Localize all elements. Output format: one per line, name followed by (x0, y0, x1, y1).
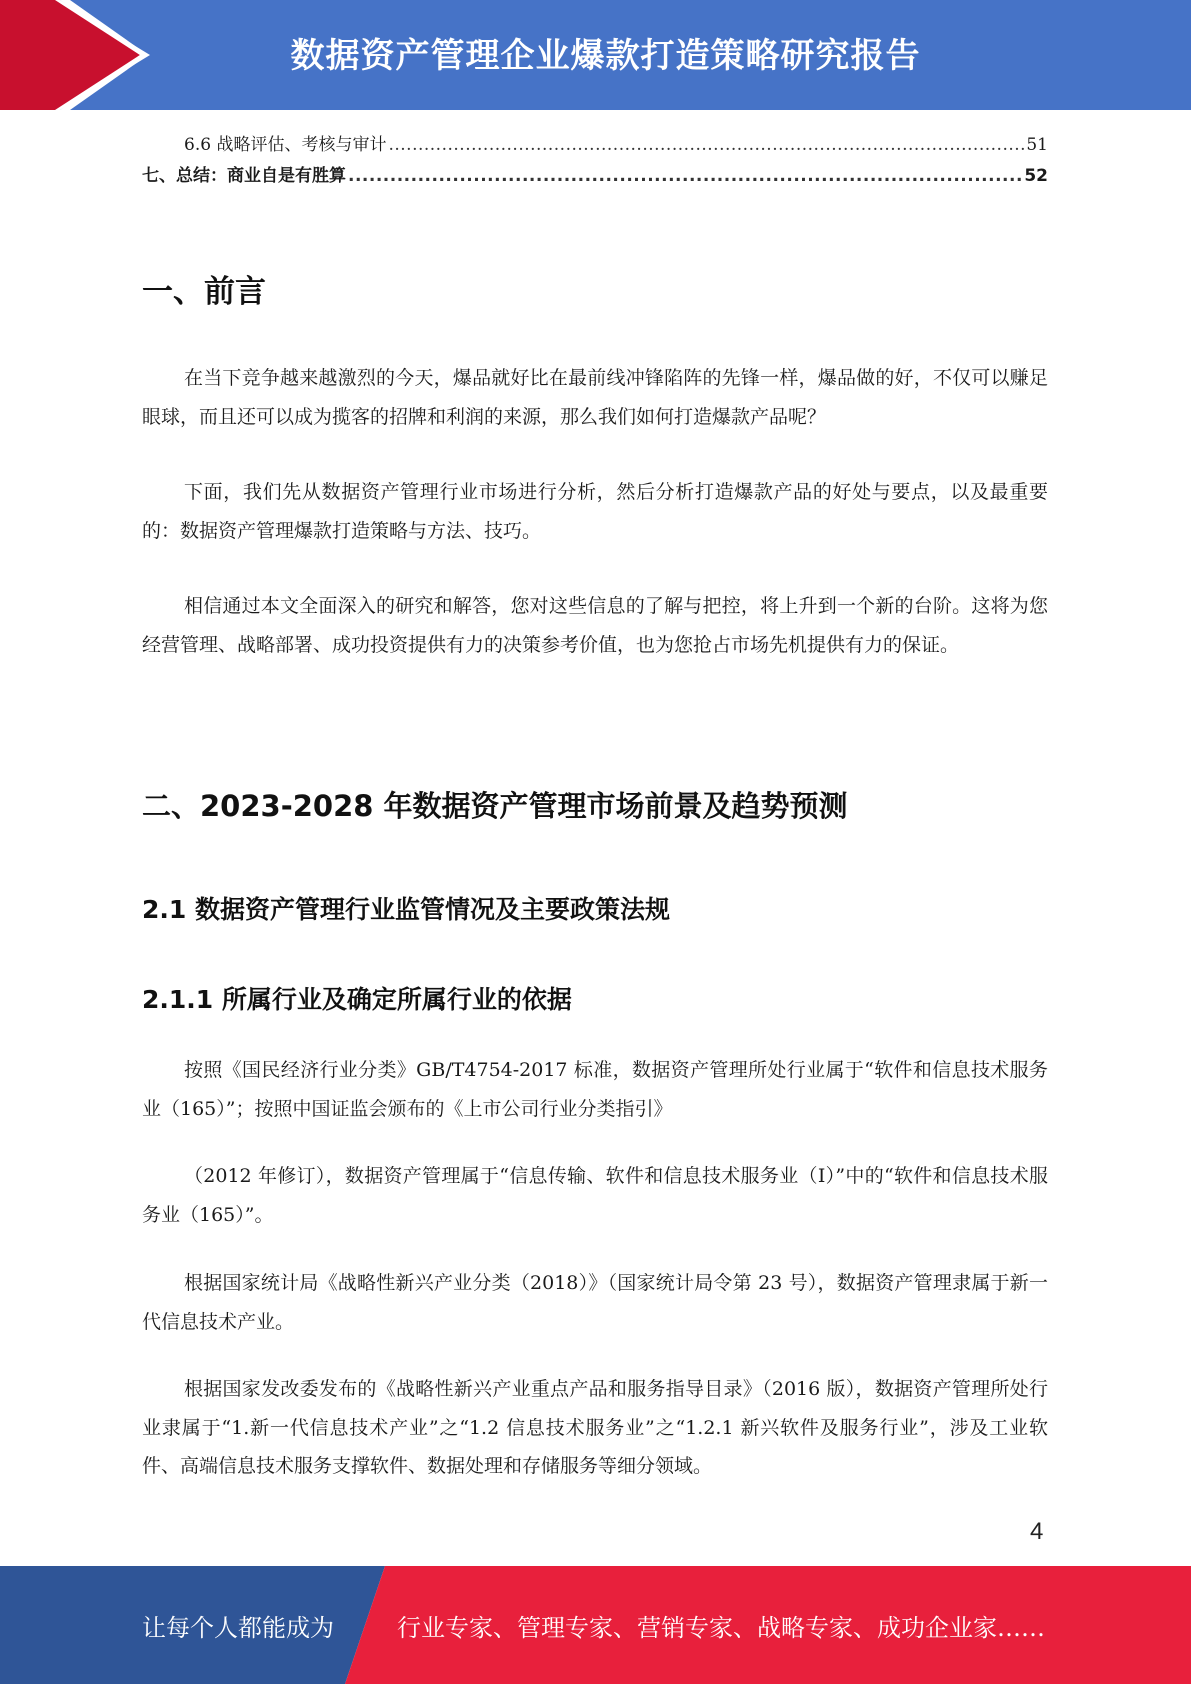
section-heading-market: 二、2023-2028 年数据资产管理市场前景及趋势预测 (142, 789, 848, 823)
subsection-heading: 2.1 数据资产管理行业监管情况及主要政策法规 (142, 895, 670, 924)
paragraph: 按照《国民经济行业分类》GB/T4754-2017 标准，数据资产管理所处行业属于“软件和信息技术服务业（165）”；按照中国证监会颁布的《上市公司行业分类指引》 (142, 1059, 1048, 1120)
report-title: 数据资产管理企业爆款打造策略研究报告 (290, 36, 921, 76)
paragraph: 在当下竞争越来越激烈的今天，爆品就好比在最前线冲锋陷阵的先锋一样，爆品做的好，不仅可以赚足眼球，而且还可以成为揽客的招牌和利润的来源，那么我们如何打造爆款产品呢？ (142, 367, 1048, 428)
header-banner (0, 0, 1191, 110)
toc-leader-dots (388, 135, 1024, 155)
footer-slogan-right: 行业专家、管理专家、营销专家、战略专家、成功企业家…… (397, 1614, 1045, 1642)
paragraph: 下面，我们先从数据资产管理行业市场进行分析，然后分析打造爆款产品的好处与要点，以及最重要的：数据资产管理爆款打造策略与方法、技巧。 (142, 481, 1048, 542)
table-of-contents (142, 130, 1048, 192)
toc-entry[interactable] (142, 161, 1048, 192)
toc-entry-label: 6.6 战略评估、考核与审计 (184, 135, 387, 155)
paragraph: 根据国家统计局《战略性新兴产业分类（2018）》（国家统计局令第 23 号），数据资产管理隶属于新一代信息技术产业。 (142, 1272, 1048, 1333)
toc-entry-label: 七、总结：商业自是有胜算 (142, 166, 346, 186)
paragraph: （2012 年修订），数据资产管理属于“信息传输、软件和信息技术服务业（I）”中的“软件和信息技术服务业（165）”。 (142, 1165, 1048, 1226)
toc-entry-page: 51 (1026, 135, 1048, 155)
page-number: 4 (1030, 1518, 1044, 1545)
toc-entry-page: 52 (1024, 166, 1048, 186)
paragraph: 根据国家发改委发布的《战略性新兴产业重点产品和服务指导目录》（2016 版），数据资产管理所处行业隶属于“1.新一代信息技术产业”之“1.2 信息技术服务业”之“1.2.1 新兴软件及服务行业”，涉及工业软件、高端信息技术服务支撑软件、数据处理和存储服务等细分领域。 (142, 1378, 1048, 1477)
footer-slogan-left: 让每个人都能成为 (142, 1614, 334, 1642)
toc-entry[interactable] (142, 130, 1048, 161)
subsubsection-heading: 2.1.1 所属行业及确定所属行业的依据 (142, 985, 572, 1014)
paragraph: 相信通过本文全面深入的研究和解答，您对这些信息的了解与把控，将上升到一个新的台阶。这将为您经营管理、战略部署、成功投资提供有力的决策参考价值，也为您抢占市场先机提供有力的保证。 (142, 595, 1048, 656)
section-heading-preface: 一、前言 (142, 274, 266, 310)
toc-leader-dots (348, 166, 1022, 186)
